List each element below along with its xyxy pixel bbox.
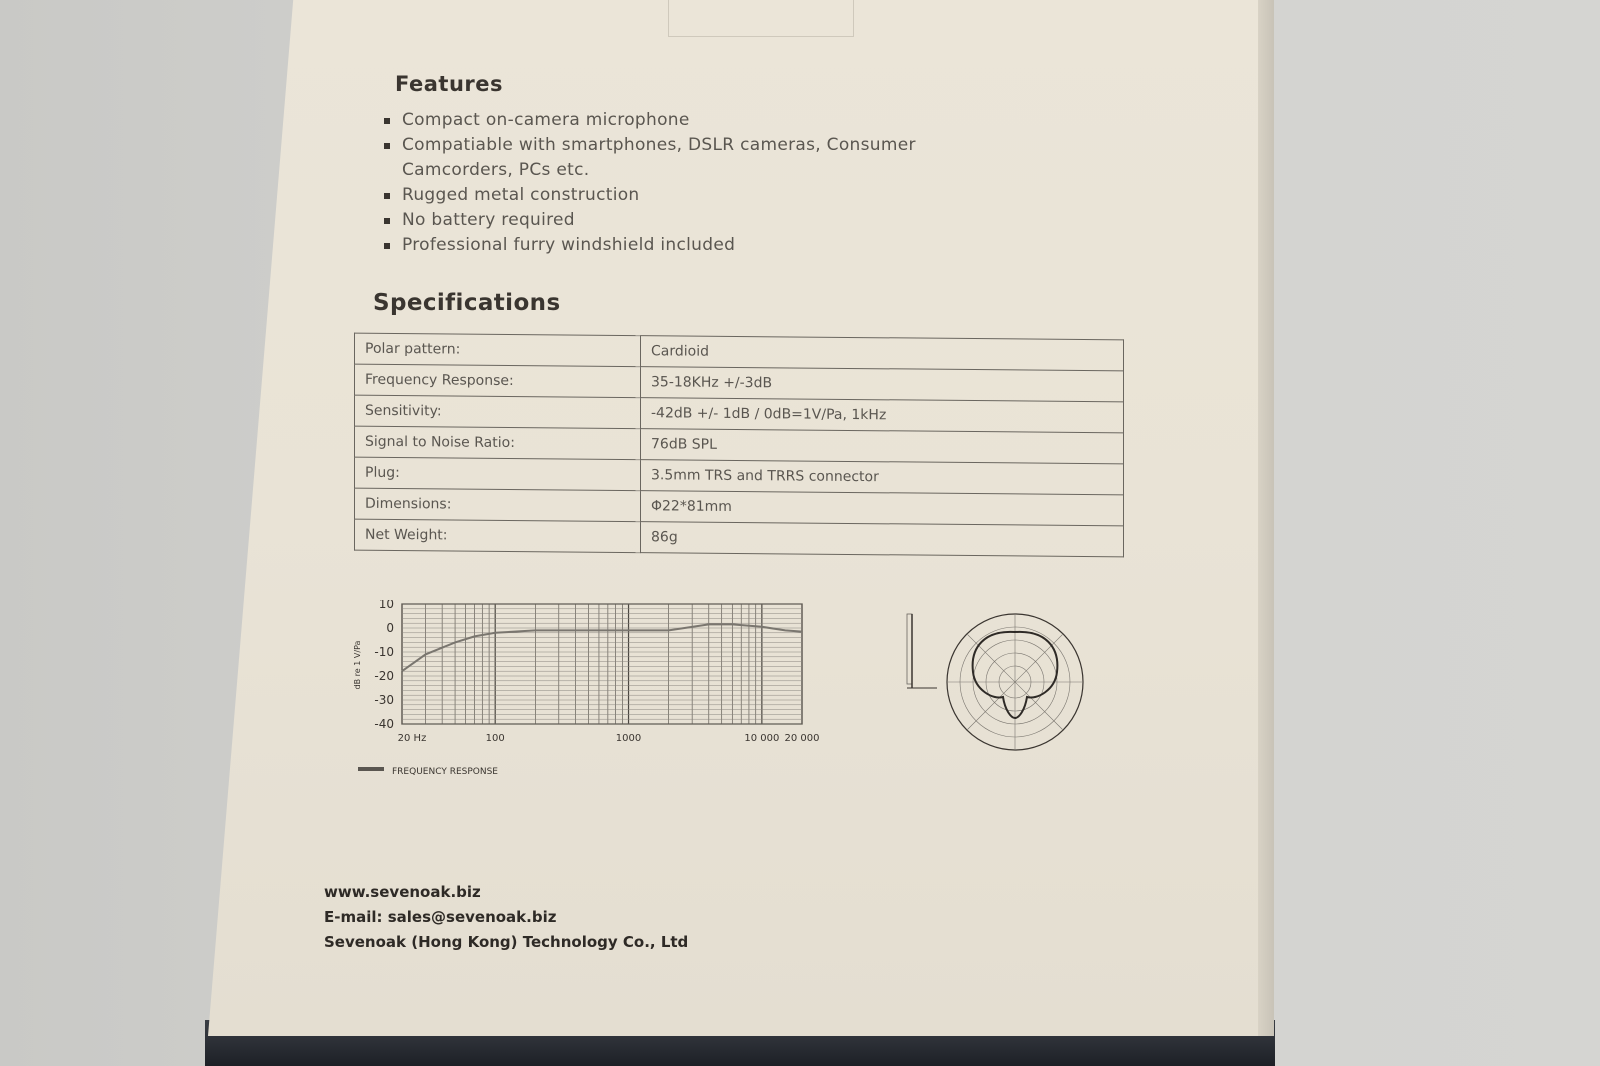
features-list (382, 108, 982, 258)
y-tick-label: -40 (374, 717, 394, 731)
y-tick-label: -20 (374, 669, 394, 683)
legend-swatch (358, 767, 384, 771)
spec-key: Sensitivity: (355, 395, 641, 428)
feature-item: Rugged metal construction (382, 183, 982, 208)
x-tick-label: 100 (485, 733, 505, 744)
polar-level-scale (907, 614, 937, 688)
spec-value: 3.5mm TRS and TRRS connector (641, 460, 1124, 495)
email-text: E-mail: sales@sevenoak.biz (324, 908, 557, 926)
spec-key: Signal to Noise Ratio: (355, 426, 641, 459)
y-tick-label: -10 (374, 645, 394, 659)
box-side-edge (1258, 0, 1274, 1036)
plot-frame (402, 604, 802, 724)
box-tab (668, 0, 854, 37)
spec-value: Φ22*81mm (641, 491, 1124, 526)
y-tick-labels (374, 600, 394, 731)
spec-value: 35-18KHz +/-3dB (641, 367, 1124, 402)
x-tick-label: 20 Hz (397, 733, 427, 744)
feature-item: No battery required (382, 208, 982, 233)
y-tick-label: -30 (374, 693, 394, 707)
spec-value: 76dB SPL (641, 429, 1124, 464)
spec-key: Dimensions: (355, 488, 641, 521)
spec-key: Frequency Response: (355, 364, 641, 397)
x-tick-label: 1000 (615, 733, 642, 744)
specifications-table (354, 333, 1124, 558)
feature-item: Compatiable with smartphones, DSLR cameras, Consumer Camcorders, PCs etc. (382, 133, 982, 183)
x-tick-label: 10 000 (744, 733, 780, 744)
legend-label: FREQUENCY RESPONSE (392, 767, 498, 777)
y-tick-label: 0 (386, 621, 394, 635)
y-axis-label: dB re 1 V/Pa (353, 640, 362, 690)
spec-value: Cardioid (641, 336, 1124, 371)
features-heading: Features (395, 72, 503, 96)
y-tick-label: 10 (378, 600, 394, 611)
specifications-heading: Specifications (373, 290, 561, 316)
table-row (355, 519, 1124, 557)
feature-item: Professional furry windshield included (382, 233, 982, 258)
series-line (402, 624, 802, 671)
spec-value: -42dB +/- 1dB / 0dB=1V/Pa, 1kHz (641, 398, 1124, 433)
polar-pattern-chart (905, 610, 1115, 760)
polar-grid (947, 614, 1083, 750)
footer-contact (324, 880, 688, 955)
feature-item: Compact on-camera microphone (382, 108, 982, 133)
frequency-response-chart (350, 600, 840, 790)
spec-key: Plug: (355, 457, 641, 490)
company-name: Sevenoak (Hong Kong) Technology Co., Ltd (324, 933, 689, 951)
spec-key: Polar pattern: (355, 333, 641, 366)
website-link: www.sevenoak.biz (324, 883, 481, 901)
x-tick-labels (398, 733, 820, 744)
spec-value: 86g (641, 522, 1124, 557)
chart-grid (402, 604, 802, 724)
spec-key: Net Weight: (355, 519, 641, 552)
x-tick-label: 20 000 (784, 733, 820, 744)
